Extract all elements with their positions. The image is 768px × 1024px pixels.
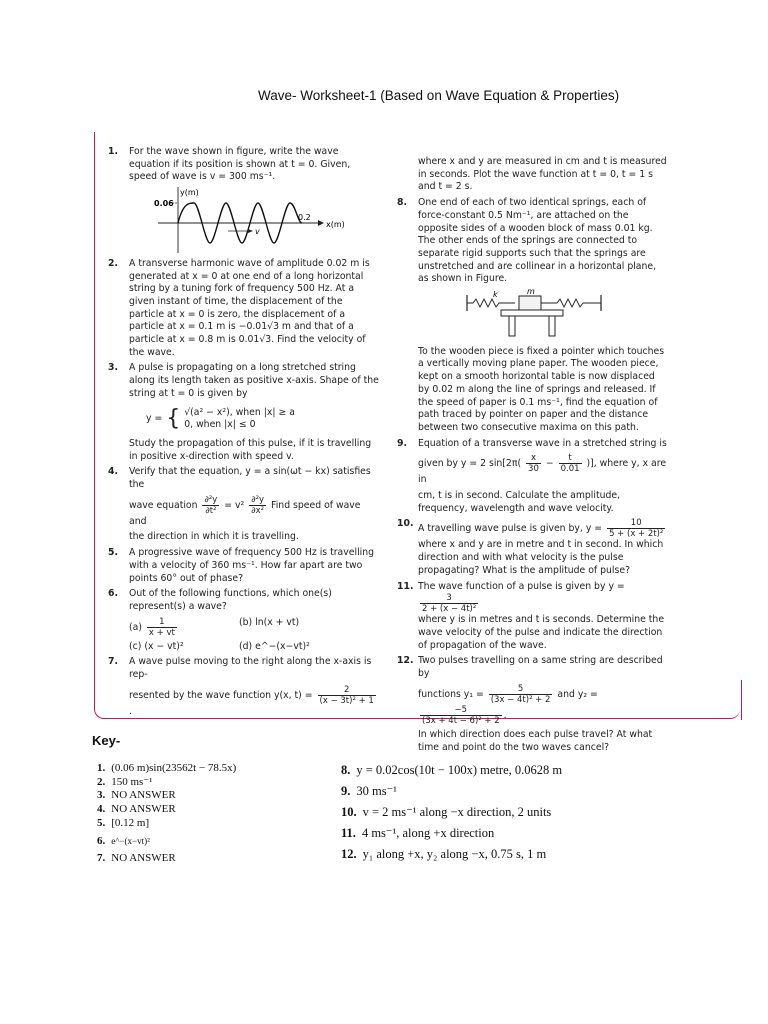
question-5: 5. A progressive wave of frequency 500 Hz is travelling with a velocity of 360 ms⁻¹. How far apart are two points 60° out of phase?	[108, 547, 375, 584]
q6-options-row-2: (c) (x − vt)² (d) e^−(x−vt)²	[129, 640, 310, 652]
right-column	[397, 156, 669, 757]
question-3-continued: Study the propagation of this pulse, if it is travelling in positive x-direction with speed v.	[129, 437, 372, 462]
answer-key-right	[341, 760, 562, 865]
y-axis-label: y(m)	[180, 188, 199, 198]
q6-options-row-1: (a) $\frac{1}{x + vt}$ (b) ln(x + vt)	[129, 616, 300, 638]
question-2: 2. A transverse harmonic wave of amplitude 0.02 m is generated at x = 0 at one end of a long horizontal string by a tuning fork of frequency 500 Hz. At a given instant of time, the displacement of the particle at x = 0 is zero, the displacement of a particle at x = 0.1 m is −0.01√3 m and that of a particle at x = 0.8 m is 0.01√3. Find the velocity of the wave.	[108, 257, 370, 358]
question-8-continued: To the wooden piece is fixed a pointer which touches a vertically moving plane paper. The wooden piece, kept on a smooth horizontal table is now displaced by 0.02 m along the line of springs and released. If the speed of paper is 0.1 ms⁻¹, find the equation of path traced by pointer on paper and the distance between two consecutive maxima on this path.	[418, 345, 665, 433]
wave-equation: wave equation $\frac{\text{∂²y}}{\text{∂t²}}$ = v² $\frac{\text{∂²y}}{\text{∂x²}}$ Find speed of wave and	[129, 494, 361, 527]
mass-label: m	[527, 289, 535, 297]
answer-item: 8. y = 0.02cos(10t − 100x) metre, 0.0628 m	[341, 763, 563, 777]
answer-item: 2. 150 ms⁻¹	[97, 775, 153, 788]
answer-key-left	[97, 762, 236, 866]
answer-item: 3. NO ANSWER	[97, 789, 176, 802]
answer-item: 10. v = 2 ms⁻¹ along −x direction, 2 units	[341, 805, 552, 819]
q3-piecewise: y = { √(a² − x²), when |x| ≥ a 0, when |x| ≤ 0	[146, 406, 295, 432]
answer-item: 4. NO ANSWER	[97, 803, 176, 816]
question-7-continued: where x and y are measured in cm and t is measured in seconds. Plot the wave function at t = 0, t = 1 s and t = 2 s.	[418, 156, 667, 193]
spring-constant-label: k	[493, 290, 498, 300]
left-column	[108, 146, 380, 722]
velocity-label: v	[255, 227, 260, 237]
answer-item: 9. 30 ms⁻¹	[341, 784, 397, 798]
question-10: 10. A travelling wave pulse is given by, y = $\frac{10}{\text{5 + (x + 2t)²}}$ where x and y are in metre and t in second. In which direction and with what velocity is the pulse propagating? What is the amplitude of pulse?	[397, 518, 664, 576]
question-12: 12. Two pulses travelling on a same string are described by functions y₁ = $\frac{5}{\text{(3x − 4t)² + 2}}$ and y₂ = $\frac{-5}{\text{(3x + 4t − 6)² + 2}}$ . In which direction does each pulse travel? At what time and point do the two waves cancel?	[397, 655, 663, 753]
answer-item: 5. [0.12 m]	[97, 816, 150, 829]
answer-key-title: Key-	[92, 733, 121, 748]
page-title: Wave- Worksheet-1 (Based on Wave Equation & Properties)	[258, 88, 620, 103]
question-4: 4. Verify that the equation, y = a sin(ωt − kx) satisfies the wave equation $\frac{\text{∂²y}}{\text{∂t²}}$ = v² $\frac{\text{∂²y}}{\text{∂x²}}$ Find speed of wave and the direction in which it is travelling.	[108, 466, 380, 544]
question-1: 1. For the wave shown in figure, write the wave equation if its position is shown at t = 0. Given, speed of wave is v = 300 ms⁻¹.	[108, 146, 351, 183]
question-8: 8. One end of each of two identical springs, each of force-constant 0.5 Nm⁻¹, are attached on the opposite sides of a wooden block of mass 0.01 kg. The other ends of the springs are connected to separate rigid supports such that the springs are unstretched and are collinear in a horizontal plane, as shown in Figure.	[397, 197, 657, 285]
answer-item: 7. NO ANSWER	[97, 852, 176, 865]
x-axis-label: x(m)	[326, 220, 345, 230]
question-6: 6. Out of the following functions, which one(s) represent(s) a wave? (a) $\frac{1}{x + vt}$ (b) ln(x + vt) (c) (x − vt)² (d) e^−(x−vt)²	[108, 588, 380, 653]
wave-figure	[128, 187, 388, 253]
amplitude-label: 0.06	[154, 199, 174, 209]
question-3: 3. A pulse is propagating on a long stretched string along its length taken as positive x-axis. Shape of the string at t = 0 is given by	[108, 362, 379, 399]
question-11: 11. The wave function of a pulse is given by y = $\frac{3}{\text{2 + (x − 4t)²}}$ where y is in metres and t is seconds. Determine the wave velocity of the pulse and indicate the direction of propagation of the wave.	[397, 580, 665, 651]
answer-item: 1. (0.06 m)sin(23562t − 78.5x)	[97, 762, 237, 774]
answer-item: 12. y₁ along +x, y₂ along −x, 0.75 s, 1 m	[341, 847, 547, 861]
answer-item: 11. 4 ms⁻¹, along +x direction	[341, 826, 495, 840]
x-mark-label: 0.2	[298, 213, 311, 223]
answer-item: 6. e^−(x−vt)²	[97, 834, 150, 847]
question-9: 9. Equation of a transverse wave in a stretched string is given by y = 2 sin[2π( $\frac{x}{30}$ − $\frac{t}{0.01}$ )], where y, x are in cm, t is in second. Calculate the amplitude, frequency, wavelength and wave velocity.	[397, 437, 667, 514]
question-7: 7. A wave pulse moving to the right along the x-axis is rep- resented by the wave function y(x, t) = $\frac{2}{\text{(x − 3t)² + 1}}$ .	[108, 656, 374, 717]
spring-block-figure	[397, 289, 669, 341]
